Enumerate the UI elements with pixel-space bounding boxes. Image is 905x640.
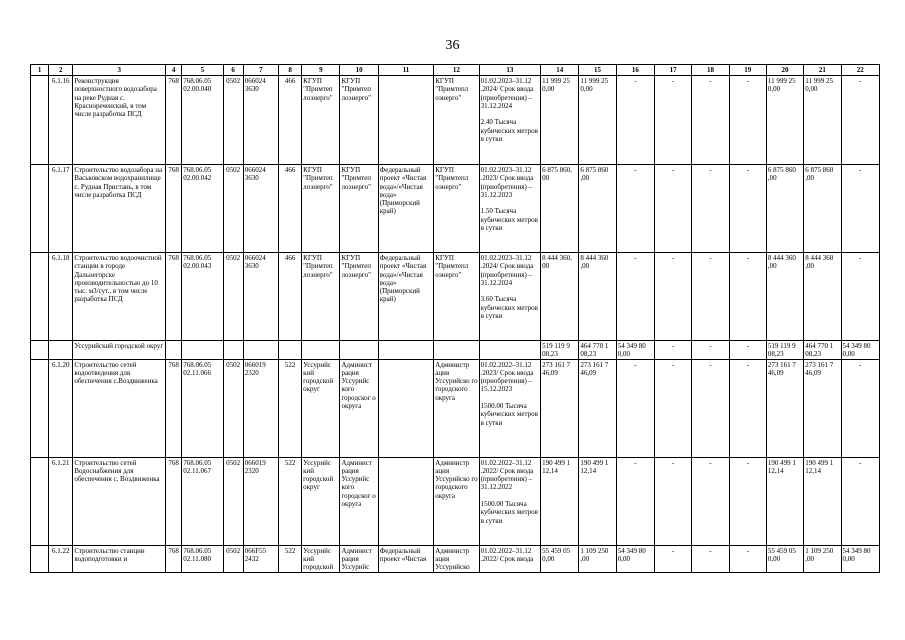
table-cell: 6 875 860 ,00 (766, 165, 803, 253)
table-cell: - (729, 359, 766, 457)
table-cell: 54 349 80 0,00 (841, 545, 880, 572)
table-cell: 6.1.21 (49, 457, 73, 545)
table-cell: КГУП "Примтепл оэнерго" (434, 165, 479, 253)
table-cell: 466 (278, 165, 301, 253)
table-cell: Строительство сетей Водоснабжения для обеспечения с. Воздвиженка (73, 457, 166, 545)
table-cell: Уссурийс кий городской (302, 545, 340, 572)
table-cell: 768 (166, 359, 182, 457)
header-row (31, 65, 880, 76)
column-header: 14 (541, 65, 579, 76)
table-cell: 6.1.17 (49, 165, 73, 253)
table-cell: 0502 (223, 457, 243, 545)
table-cell: 8 444 360 ,00 (579, 253, 616, 341)
table-cell: 54 349 80 0,00 (841, 341, 880, 360)
table-cell: 066019 2320 (243, 359, 278, 457)
table-cell: Строительство водоочистной станции в городе Дальнегорске производительностью до 10 тыс. м3/сут., в том числе разработка ПСД (73, 253, 166, 341)
table-cell: 519 119 9 08,23 (541, 341, 579, 360)
table-row (31, 457, 880, 545)
table-cell: 01.02.2023–31.12 .2024/ Срок ввода (приобретения) – 31.12.2024 3.60 Тысяча кубических метров в сутки (479, 253, 541, 341)
table-cell: 0502 (223, 165, 243, 253)
table-cell: - (841, 253, 880, 341)
column-header: 12 (434, 65, 479, 76)
table-cell: 768 (166, 457, 182, 545)
table-row (31, 545, 880, 572)
column-header: 15 (579, 65, 616, 76)
table-cell: КГУП "Примтеп лоэнерго" (302, 76, 340, 165)
table-cell: - (841, 457, 880, 545)
table-cell: 768.06.05 02.11.080 (182, 545, 223, 572)
table-cell: 273 161 7 46,09 (804, 359, 841, 457)
column-header: 7 (243, 65, 278, 76)
column-header: 9 (302, 65, 340, 76)
table-cell: - (616, 76, 654, 165)
table-cell: 11 999 25 0,00 (541, 76, 579, 165)
table-cell: - (655, 341, 692, 360)
table-cell: - (692, 253, 729, 341)
table-cell (378, 359, 433, 457)
table-cell: - (841, 76, 880, 165)
table-cell: 273 161 7 46,09 (541, 359, 579, 457)
table-row (31, 253, 880, 341)
table-cell: КГУП "Примтепл оэнерго" (434, 76, 479, 165)
table-cell: 8 444 360 ,00 (766, 253, 803, 341)
table-cell: 11 999 25 0,00 (804, 76, 841, 165)
table-cell: 0502 (223, 545, 243, 572)
table-cell: - (616, 457, 654, 545)
table-cell: 6.1.22 (49, 545, 73, 572)
program-table (30, 64, 880, 573)
column-header: 4 (166, 65, 182, 76)
table-cell: 190 499 1 12,14 (541, 457, 579, 545)
table-cell: 6.1.18 (49, 253, 73, 341)
table-cell: Администр ация Уссурийско го городского округа (434, 457, 479, 545)
table-cell: - (655, 359, 692, 457)
table-cell: 6 875 860 ,00 (804, 165, 841, 253)
table-cell: 522 (278, 359, 301, 457)
column-header: 6 (223, 65, 243, 76)
table-cell: 54 349 80 0,00 (616, 545, 654, 572)
table-cell: 768 (166, 545, 182, 572)
table-cell: - (729, 457, 766, 545)
table-cell: Федеральный проект «Чистая (378, 545, 433, 572)
column-header: 16 (616, 65, 654, 76)
table-cell (302, 341, 340, 360)
table-cell: 54 349 80 0,00 (616, 341, 654, 360)
table-cell: 0502 (223, 76, 243, 165)
table-cell: 522 (278, 545, 301, 572)
table-cell (31, 76, 49, 165)
table-cell: - (616, 165, 654, 253)
table-cell: - (616, 359, 654, 457)
table-cell: 0502 (223, 359, 243, 457)
table-cell: 273 161 7 46,09 (766, 359, 803, 457)
table-cell: Реконструкция поверхностного водозабора на реке Рудная с. Краснореченский, в том числе разработка ПСД (73, 76, 166, 165)
table-cell (434, 341, 479, 360)
table-cell: - (729, 76, 766, 165)
table-cell: - (655, 76, 692, 165)
table-cell: Админист рация Уссурийс кого городског о округа (340, 457, 378, 545)
table-cell: 6 875 860, 00 (541, 165, 579, 253)
table-cell: 01.02.2023–31.12 .2023/ Срок ввода (приобретения) – 31.12.2023 1.50 Тысяча кубических метров в сутки (479, 165, 541, 253)
column-header: 13 (479, 65, 541, 76)
table-cell: 768.06.05 02.00.042 (182, 165, 223, 253)
column-header: 1 (31, 65, 49, 76)
table-cell: Уссурийс кий городской округ (302, 359, 340, 457)
table-cell: 066024 3630 (243, 165, 278, 253)
table-cell: 11 999 25 0,00 (579, 76, 616, 165)
table-cell: 066024 3630 (243, 253, 278, 341)
table-cell: 190 499 1 12,14 (766, 457, 803, 545)
column-header: 8 (278, 65, 301, 76)
table-cell (278, 341, 301, 360)
column-header: 19 (729, 65, 766, 76)
table-cell: 6.1.20 (49, 359, 73, 457)
table-cell: Админист рация Уссурийс (340, 545, 378, 572)
table-cell: 522 (278, 457, 301, 545)
table-cell: 273 161 7 46,09 (579, 359, 616, 457)
table-cell: - (655, 545, 692, 572)
table-cell: - (616, 253, 654, 341)
table-cell: - (692, 341, 729, 360)
column-header: 10 (340, 65, 378, 76)
table-cell: - (692, 165, 729, 253)
table-cell: Админист рация Уссурийс кого городског о округа (340, 359, 378, 457)
table-cell: 519 119 9 08,23 (766, 341, 803, 360)
table-cell: 0502 (223, 253, 243, 341)
column-header: 2 (49, 65, 73, 76)
table-cell: КГУП "Примтепл оэнерго" (434, 253, 479, 341)
table-cell: Федеральный проект «Чистая вода»/«Чистая вода» (Приморский край) (378, 165, 433, 253)
table-cell: - (729, 341, 766, 360)
table-cell: Уссурийс кий городской округ (302, 457, 340, 545)
table-cell (378, 341, 433, 360)
page-number: 36 (445, 38, 460, 53)
table-cell: 01.02.2023–31.12 .2024/ Срок ввода (приобретения) – 31.12.2024 2.40 Тысяча кубических метров в сутки (479, 76, 541, 165)
table-cell: 190 499 1 12,14 (804, 457, 841, 545)
table-cell: 01.02.2022–31.12 .2022/ Срок ввода (приобретения) – 31.12.2022 1500.00 Тысяча кубических метров в сутки (479, 457, 541, 545)
table-cell: 01.02.2022–31.12 .2023/ Срок ввода (приобретения) – 15.12.2023 1500.00 Тысяча кубических метров в сутки (479, 359, 541, 457)
column-header: 22 (841, 65, 880, 76)
column-header: 5 (182, 65, 223, 76)
table-row (31, 341, 880, 360)
table-cell (182, 341, 223, 360)
table-cell: 8 444 360, 00 (541, 253, 579, 341)
table-cell (31, 165, 49, 253)
table-cell: 466 (278, 253, 301, 341)
table-cell: - (655, 165, 692, 253)
table-row (31, 165, 880, 253)
table-cell: - (692, 545, 729, 572)
table-cell: 768.06.05 02.11.066 (182, 359, 223, 457)
table-cell: 466 (278, 76, 301, 165)
table-cell: КГУП "Примтеп лоэнерго" (302, 253, 340, 341)
table-cell (166, 341, 182, 360)
table-cell: 768 (166, 253, 182, 341)
table-cell: Строительство станции водоподготовки и (73, 545, 166, 572)
table-cell: 1 109 250 ,00 (579, 545, 616, 572)
table-cell (340, 341, 378, 360)
table-cell: - (655, 253, 692, 341)
table-cell: 01.02.2022–31.12 .2022/ Срок ввода (479, 545, 541, 572)
table-cell: 768.06.05 02.11.067 (182, 457, 223, 545)
table-cell: 768 (166, 76, 182, 165)
column-header: 18 (692, 65, 729, 76)
table-cell: Строительство водозабора на Васьковском водохранилище с. Рудная Пристань, в том числе разработка ПСД (73, 165, 166, 253)
table-row (31, 359, 880, 457)
table-cell: - (655, 457, 692, 545)
table-cell: 8 444 360 ,00 (804, 253, 841, 341)
table-cell: - (692, 359, 729, 457)
table-cell: - (841, 165, 880, 253)
table-cell (378, 457, 433, 545)
table-cell (479, 341, 541, 360)
table-cell (31, 253, 49, 341)
table-cell: 55 459 05 0,00 (541, 545, 579, 572)
table-cell: - (729, 253, 766, 341)
table-cell: 6.1.16 (49, 76, 73, 165)
table-cell (31, 457, 49, 545)
table-cell: 066024 3630 (243, 76, 278, 165)
table-cell: 11 999 25 0,00 (766, 76, 803, 165)
table-cell: КГУП "Примтеп лоэнерго" (340, 253, 378, 341)
table-cell (49, 341, 73, 360)
table-cell: 768 (166, 165, 182, 253)
table-cell: 190 499 1 12,14 (579, 457, 616, 545)
table-cell (31, 545, 49, 572)
table-cell: - (729, 165, 766, 253)
table-cell: 066F55 2432 (243, 545, 278, 572)
table-cell (31, 341, 49, 360)
table-cell: Федеральный проект «Чистая вода»/«Чистая вода» (Приморский край) (378, 253, 433, 341)
table-cell: - (729, 545, 766, 572)
column-header: 21 (804, 65, 841, 76)
table-cell: Строительство сетей водоотведения для обеспечения с.Воздвиженка (73, 359, 166, 457)
table-cell: - (841, 359, 880, 457)
table-cell: КГУП "Примтеп лоэнерго" (340, 165, 378, 253)
table-cell: 1 109 250 ,00 (804, 545, 841, 572)
table-row (31, 76, 880, 165)
table-cell (243, 341, 278, 360)
column-header: 17 (655, 65, 692, 76)
table-cell (378, 76, 433, 165)
column-header: 3 (73, 65, 166, 76)
table-cell: КГУП "Примтеп лоэнерго" (302, 165, 340, 253)
table-cell: 464 770 1 08,23 (579, 341, 616, 360)
table-cell: 768.06.05 02.00.043 (182, 253, 223, 341)
table-cell: 768.06.05 02.00.040 (182, 76, 223, 165)
table-cell: 066019 2320 (243, 457, 278, 545)
table-cell: - (692, 76, 729, 165)
table-cell: Администр ация Уссурийско го городского округа (434, 359, 479, 457)
table-cell: КГУП "Примтеп лоэнерго" (340, 76, 378, 165)
table-cell: Администр ация Уссурийско (434, 545, 479, 572)
table-cell: Уссурийский городской округ (73, 341, 166, 360)
table-cell: 55 459 05 0,00 (766, 545, 803, 572)
table-cell (31, 359, 49, 457)
table-cell: 6 875 860 ,00 (579, 165, 616, 253)
table-cell: - (692, 457, 729, 545)
table-cell (223, 341, 243, 360)
table-cell: 464 770 1 08,23 (804, 341, 841, 360)
column-header: 20 (766, 65, 803, 76)
column-header: 11 (378, 65, 433, 76)
